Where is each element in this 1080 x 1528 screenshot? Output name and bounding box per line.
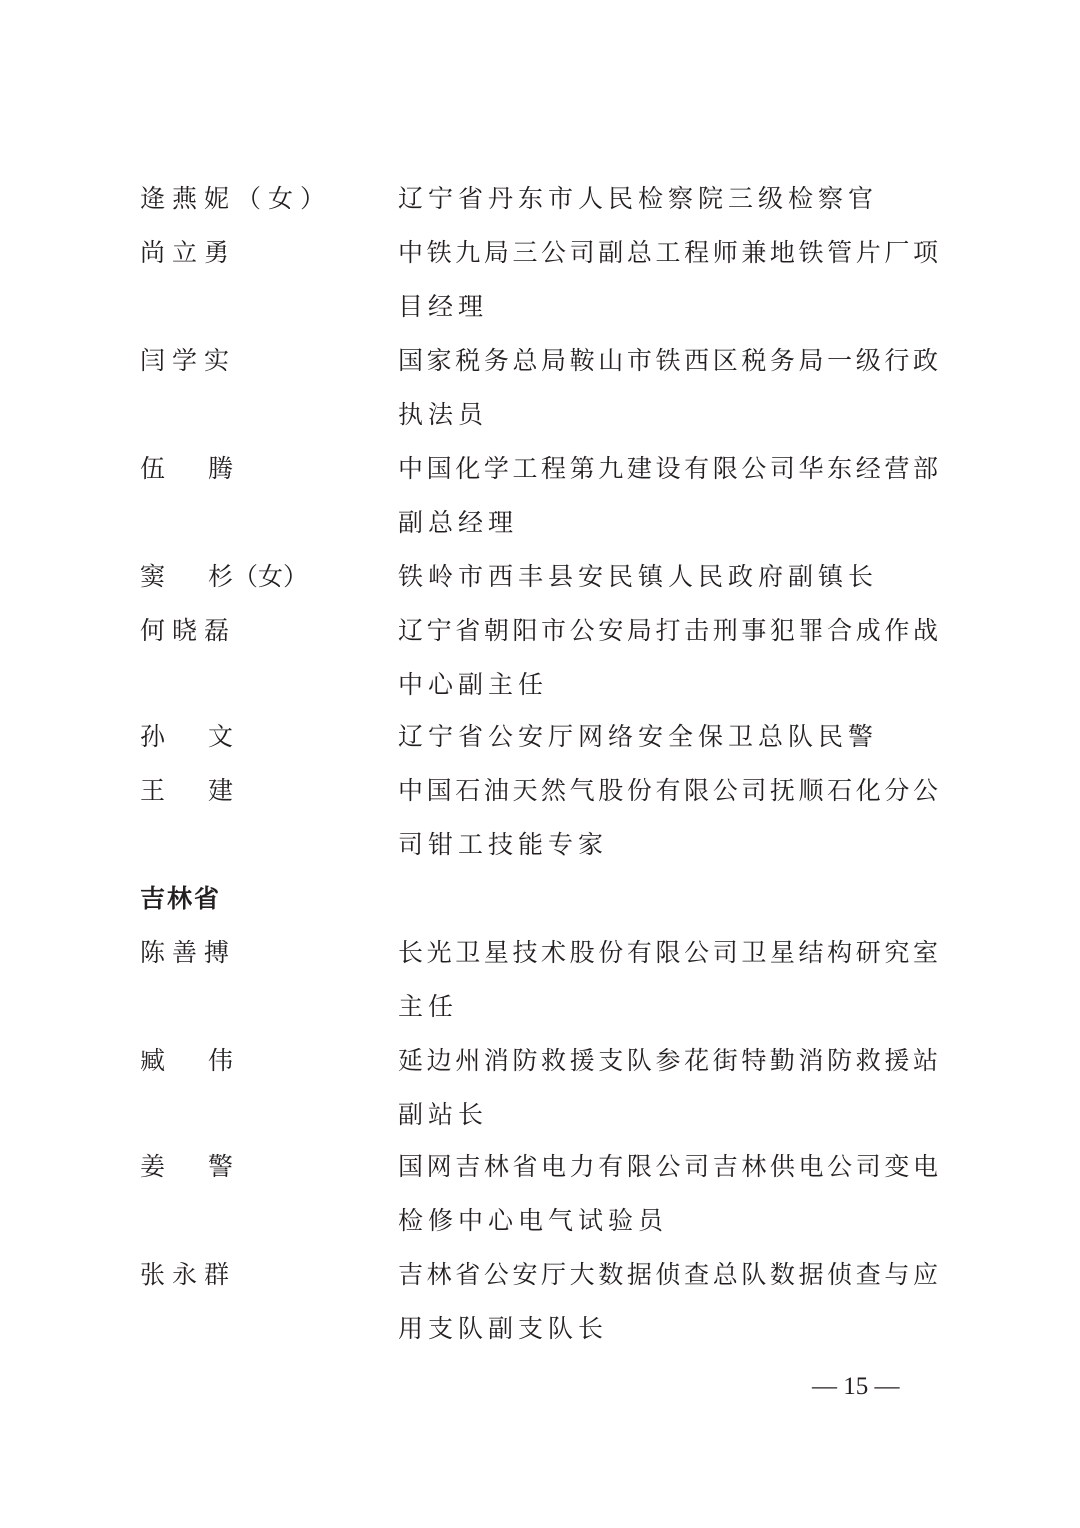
person-position-continued: 中心副主任 bbox=[398, 670, 549, 699]
person-name bbox=[140, 1034, 233, 1088]
person-name-part: 王 bbox=[140, 776, 166, 805]
person-name bbox=[140, 442, 233, 496]
person-position: 铁岭市西丰县安民镇人民政府副镇长 bbox=[398, 562, 879, 591]
person-position: 国家税务总局鞍山市铁西区税务局一级行政 bbox=[398, 346, 938, 375]
person-position: 延边州消防救援支队参花街特勤消防救援站 bbox=[398, 1046, 938, 1075]
person-name-part: 腾 bbox=[208, 454, 234, 483]
person-position-continued: 目经理 bbox=[398, 292, 489, 321]
person-name-part: 建 bbox=[208, 776, 234, 805]
person-name-part: 窦 bbox=[140, 562, 166, 591]
person-name: 尚立勇 bbox=[140, 238, 237, 267]
person-name-part: 姜 bbox=[140, 1152, 166, 1181]
person-name bbox=[140, 550, 308, 604]
person-name-part: 伟 bbox=[208, 1046, 234, 1075]
person-name-part: 杉（女） bbox=[208, 562, 309, 591]
person-name bbox=[140, 764, 233, 818]
person-name: 何晓磊 bbox=[140, 616, 237, 645]
person-position: 辽宁省公安厅网络安全保卫总队民警 bbox=[398, 722, 879, 751]
person-position-continued: 司钳工技能专家 bbox=[398, 830, 609, 859]
person-name: 闫学实 bbox=[140, 346, 237, 375]
page-number: — 15 — bbox=[812, 1373, 900, 1400]
person-name: 陈善搏 bbox=[140, 938, 237, 967]
person-name: 逄燕妮（女） bbox=[140, 184, 333, 213]
section-heading-province: 吉林省 bbox=[140, 884, 222, 913]
person-position-continued: 检修中心电气试验员 bbox=[398, 1206, 669, 1235]
person-position-continued: 用支队副支队长 bbox=[398, 1314, 609, 1343]
person-name bbox=[140, 1140, 233, 1194]
person-position: 国网吉林省电力有限公司吉林供电公司变电 bbox=[398, 1152, 938, 1181]
person-position-continued: 主任 bbox=[398, 992, 459, 1021]
person-name-part: 警 bbox=[208, 1152, 234, 1181]
person-position: 长光卫星技术股份有限公司卫星结构研究室 bbox=[398, 938, 938, 967]
person-position: 辽宁省丹东市人民检察院三级检察官 bbox=[398, 184, 879, 213]
person-name-part: 孙 bbox=[140, 722, 166, 751]
person-position-continued: 副站长 bbox=[398, 1100, 489, 1129]
person-position: 中国石油天然气股份有限公司抚顺石化分公 bbox=[398, 776, 938, 805]
person-position: 中铁九局三公司副总工程师兼地铁管片厂项 bbox=[398, 238, 938, 267]
person-position: 辽宁省朝阳市公安局打击刑事犯罪合成作战 bbox=[398, 616, 938, 645]
person-position-continued: 执法员 bbox=[398, 400, 489, 429]
person-position-continued: 副总经理 bbox=[398, 508, 519, 537]
person-name-part: 文 bbox=[208, 722, 234, 751]
person-name-part: 伍 bbox=[140, 454, 166, 483]
person-position: 中国化学工程第九建设有限公司华东经营部 bbox=[398, 454, 938, 483]
person-name bbox=[140, 710, 233, 764]
person-name: 张永群 bbox=[140, 1260, 237, 1289]
person-name-part: 臧 bbox=[140, 1046, 166, 1075]
person-position: 吉林省公安厅大数据侦查总队数据侦查与应 bbox=[398, 1260, 938, 1289]
